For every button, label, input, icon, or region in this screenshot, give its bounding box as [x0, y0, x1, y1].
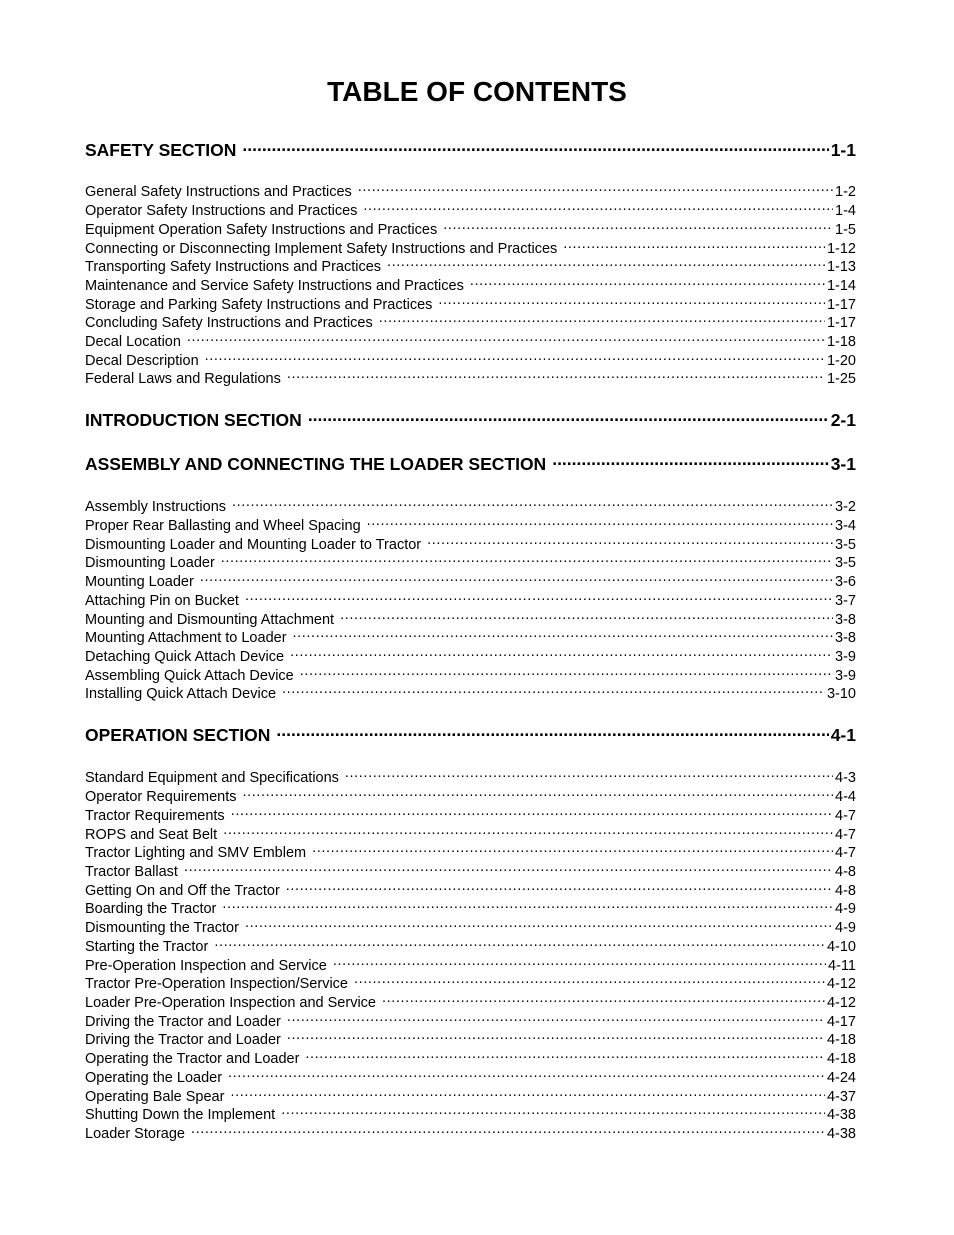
entry-label: Proper Rear Ballasting and Wheel Spacing	[85, 517, 361, 534]
dot-leader	[293, 627, 834, 642]
toc-entry[interactable]	[85, 350, 856, 368]
toc-entry[interactable]	[85, 898, 856, 916]
toc-section-assembly[interactable]	[85, 452, 856, 474]
entry-label: Starting the Tractor	[85, 938, 209, 955]
toc-entry[interactable]	[85, 294, 856, 312]
entry-label: Pre-Operation Inspection and Service	[85, 957, 327, 974]
page-number: 3-7	[835, 592, 856, 609]
dot-leader	[200, 571, 833, 586]
entry-label: Detaching Quick Attach Device	[85, 648, 285, 665]
dot-leader	[232, 496, 833, 511]
page-number: 1-18	[826, 333, 856, 350]
dot-leader	[300, 665, 833, 680]
page-number: 1-1	[830, 139, 856, 160]
page-number: 3-5	[835, 536, 856, 553]
toc-entry[interactable]	[85, 1029, 856, 1047]
toc-entry[interactable]	[85, 571, 856, 589]
entry-label: Mounting Attachment to Loader	[85, 629, 287, 646]
entry-label: Standard Equipment and Specifications	[85, 769, 339, 786]
page-number: 4-7	[835, 826, 856, 843]
entry-label: Concluding Safety Instructions and Practices	[85, 314, 373, 331]
toc-entry[interactable]	[85, 238, 856, 256]
toc-entry[interactable]	[85, 1086, 856, 1104]
page-number: 4-12	[826, 975, 856, 992]
entry-label: Loader Storage	[85, 1125, 185, 1142]
entry-label: General Safety Instructions and Practices	[85, 183, 352, 200]
entry-label: Shutting Down the Implement	[85, 1106, 276, 1123]
entry-label: Boarding the Tractor	[85, 900, 217, 917]
dot-leader	[367, 515, 833, 530]
toc-entry[interactable]	[85, 1048, 856, 1066]
dot-leader	[245, 590, 833, 605]
entry-label: Operating the Loader	[85, 1069, 223, 1086]
page-number: 4-1	[830, 724, 856, 745]
page-number: 4-17	[826, 1013, 856, 1030]
entry-label: Decal Location	[85, 333, 181, 350]
dot-leader	[312, 842, 833, 857]
entry-label: Tractor Requirements	[85, 807, 225, 824]
page-number: 1-12	[826, 240, 856, 257]
entry-label: ROPS and Seat Belt	[85, 826, 218, 843]
page-number: 2-1	[830, 409, 856, 430]
entry-label: Connecting or Disconnecting Implement Safety Instructions and Practices	[85, 240, 558, 257]
toc-entry[interactable]	[85, 627, 856, 645]
page-number: 3-1	[830, 453, 856, 474]
toc-entry[interactable]	[85, 861, 856, 879]
entry-label: Driving the Tractor and Loader	[85, 1031, 281, 1048]
dot-leader	[281, 1104, 825, 1119]
toc-entry[interactable]	[85, 496, 856, 514]
toc-entry[interactable]	[85, 1067, 856, 1085]
page-number: 4-9	[835, 919, 856, 936]
page-number: 4-4	[835, 788, 856, 805]
page-number: 3-6	[835, 573, 856, 590]
entry-label: Mounting and Dismounting Attachment	[85, 611, 335, 628]
page-number: 4-8	[835, 882, 856, 899]
dot-leader	[223, 824, 833, 839]
toc-entry[interactable]	[85, 880, 856, 898]
page-number: 4-9	[835, 900, 856, 917]
entry-label: Loader Pre-Operation Inspection and Service	[85, 994, 376, 1011]
entry-label: Federal Laws and Regulations	[85, 370, 281, 387]
page-number: 4-7	[835, 807, 856, 824]
toc-section-safety[interactable]	[85, 138, 856, 160]
page-number: 4-18	[826, 1050, 856, 1067]
toc-entry[interactable]	[85, 1011, 856, 1029]
toc-section-operation[interactable]	[85, 723, 856, 745]
entry-label: Attaching Pin on Bucket	[85, 592, 239, 609]
toc-entry[interactable]	[85, 805, 856, 823]
toc-entry[interactable]	[85, 992, 856, 1010]
toc-entry[interactable]	[85, 331, 856, 349]
page-number: 3-9	[835, 667, 856, 684]
dot-leader	[287, 1011, 825, 1026]
page-number: 4-38	[826, 1106, 856, 1123]
entry-label: Operating the Tractor and Loader	[85, 1050, 300, 1067]
toc-entry[interactable]	[85, 1104, 856, 1122]
page-number: 3-5	[835, 554, 856, 571]
toc-entry[interactable]	[85, 515, 856, 533]
toc-entry[interactable]	[85, 256, 856, 274]
entry-label: Tractor Pre-Operation Inspection/Service	[85, 975, 348, 992]
entry-label: Storage and Parking Safety Instructions and Practices	[85, 296, 433, 313]
dot-leader	[340, 609, 833, 624]
dot-leader	[308, 408, 829, 426]
toc-entry[interactable]	[85, 955, 856, 973]
dot-leader	[191, 1123, 825, 1138]
entry-label: Equipment Operation Safety Instructions and Practices	[85, 221, 438, 238]
dot-leader	[228, 1067, 825, 1082]
page-number: 4-12	[826, 994, 856, 1011]
dot-leader	[387, 256, 825, 271]
dot-leader	[231, 805, 833, 820]
entry-label: Mounting Loader	[85, 573, 194, 590]
dot-leader	[245, 917, 833, 932]
dot-leader	[290, 646, 833, 661]
dot-leader	[305, 1048, 825, 1063]
page-number: 1-17	[826, 296, 856, 313]
dot-leader	[382, 992, 825, 1007]
toc-entry[interactable]	[85, 552, 856, 570]
entry-label: Tractor Ballast	[85, 863, 178, 880]
toc-entry[interactable]	[85, 665, 856, 683]
toc-entry[interactable]	[85, 590, 856, 608]
entry-label: Assembly Instructions	[85, 498, 227, 515]
page-number: 1-25	[826, 370, 856, 387]
entry-label: Operator Requirements	[85, 788, 237, 805]
section-label: SAFETY SECTION	[85, 139, 237, 160]
dot-leader	[230, 1086, 825, 1101]
toc-entry[interactable]	[85, 534, 856, 552]
page-number: 1-4	[835, 202, 856, 219]
dot-leader	[358, 181, 833, 196]
page-number: 3-2	[835, 498, 856, 515]
dot-leader	[363, 200, 833, 215]
toc-entry[interactable]	[85, 683, 856, 701]
dot-leader	[242, 138, 828, 156]
dot-leader	[427, 534, 833, 549]
page-title: TABLE OF CONTENTS	[327, 76, 627, 107]
section-label: OPERATION SECTION	[85, 724, 271, 745]
entry-label: Operating Bale Spear	[85, 1088, 225, 1105]
dot-leader	[333, 955, 826, 970]
toc-entry[interactable]	[85, 200, 856, 218]
toc-entry[interactable]	[85, 917, 856, 935]
dot-leader	[354, 973, 825, 988]
entry-label: Dismounting Loader	[85, 554, 215, 571]
dot-leader	[222, 898, 833, 913]
page-number: 4-18	[826, 1031, 856, 1048]
entry-label: Getting On and Off the Tractor	[85, 882, 280, 899]
toc-entry[interactable]	[85, 181, 856, 199]
toc-section-introduction[interactable]	[85, 408, 856, 430]
entry-label: Assembling Quick Attach Device	[85, 667, 294, 684]
dot-leader	[276, 723, 828, 741]
page-number: 1-2	[835, 183, 856, 200]
entry-label: Decal Description	[85, 352, 199, 369]
page-number: 1-13	[826, 258, 856, 275]
page-number: 1-17	[826, 314, 856, 331]
dot-leader	[552, 452, 829, 470]
section-label: ASSEMBLY AND CONNECTING THE LOADER SECTION	[85, 453, 547, 474]
entry-label: Maintenance and Service Safety Instructions and Practices	[85, 277, 464, 294]
dot-leader	[379, 312, 825, 327]
page-number: 3-9	[835, 648, 856, 665]
page-number: 1-20	[826, 352, 856, 369]
entry-label: Tractor Lighting and SMV Emblem	[85, 844, 307, 861]
section-label: INTRODUCTION SECTION	[85, 409, 302, 430]
page-number: 4-37	[826, 1088, 856, 1105]
dot-leader	[282, 683, 825, 698]
dot-leader	[287, 1029, 825, 1044]
dot-leader	[243, 786, 834, 801]
page-number: 4-11	[828, 957, 856, 974]
toc-entry[interactable]	[85, 609, 856, 627]
page-number: 4-10	[826, 938, 856, 955]
page-number: 3-8	[835, 629, 856, 646]
dot-leader	[184, 861, 833, 876]
dot-leader	[187, 331, 825, 346]
dot-leader	[438, 294, 825, 309]
page-number: 1-5	[835, 221, 856, 238]
entry-label: Installing Quick Attach Device	[85, 685, 277, 702]
dot-leader	[563, 238, 825, 253]
dot-leader	[443, 219, 833, 234]
page-number: 4-7	[835, 844, 856, 861]
entry-label: Operator Safety Instructions and Practices	[85, 202, 358, 219]
toc-entry[interactable]	[85, 973, 856, 991]
entry-label: Dismounting the Tractor	[85, 919, 239, 936]
dot-leader	[205, 350, 825, 365]
toc-entry[interactable]	[85, 646, 856, 664]
table-of-contents	[85, 0, 856, 1235]
toc-entry[interactable]	[85, 824, 856, 842]
toc-entry[interactable]	[85, 368, 856, 386]
dot-leader	[470, 275, 825, 290]
toc-entry[interactable]	[85, 1123, 856, 1141]
toc-entry[interactable]	[85, 312, 856, 330]
dot-leader	[345, 767, 833, 782]
toc-entry[interactable]	[85, 936, 856, 954]
page-number: 4-3	[835, 769, 856, 786]
page-number: 4-38	[826, 1125, 856, 1142]
entry-label: Driving the Tractor and Loader	[85, 1013, 281, 1030]
page-number: 1-14	[826, 277, 856, 294]
toc-entry[interactable]	[85, 219, 856, 237]
page-number: 4-24	[826, 1069, 856, 1086]
dot-leader	[214, 936, 825, 951]
dot-leader	[286, 880, 833, 895]
page-number: 3-4	[835, 517, 856, 534]
entry-label: Transporting Safety Instructions and Practices	[85, 258, 382, 275]
dot-leader	[221, 552, 833, 567]
dot-leader	[287, 368, 825, 383]
toc-entry[interactable]	[85, 275, 856, 293]
entry-label: Dismounting Loader and Mounting Loader to Tractor	[85, 536, 422, 553]
page-number: 4-8	[835, 863, 856, 880]
toc-entry[interactable]	[85, 842, 856, 860]
toc-entry[interactable]	[85, 786, 856, 804]
page-number: 3-10	[826, 685, 856, 702]
toc-entry[interactable]	[85, 767, 856, 785]
page-number: 3-8	[835, 611, 856, 628]
